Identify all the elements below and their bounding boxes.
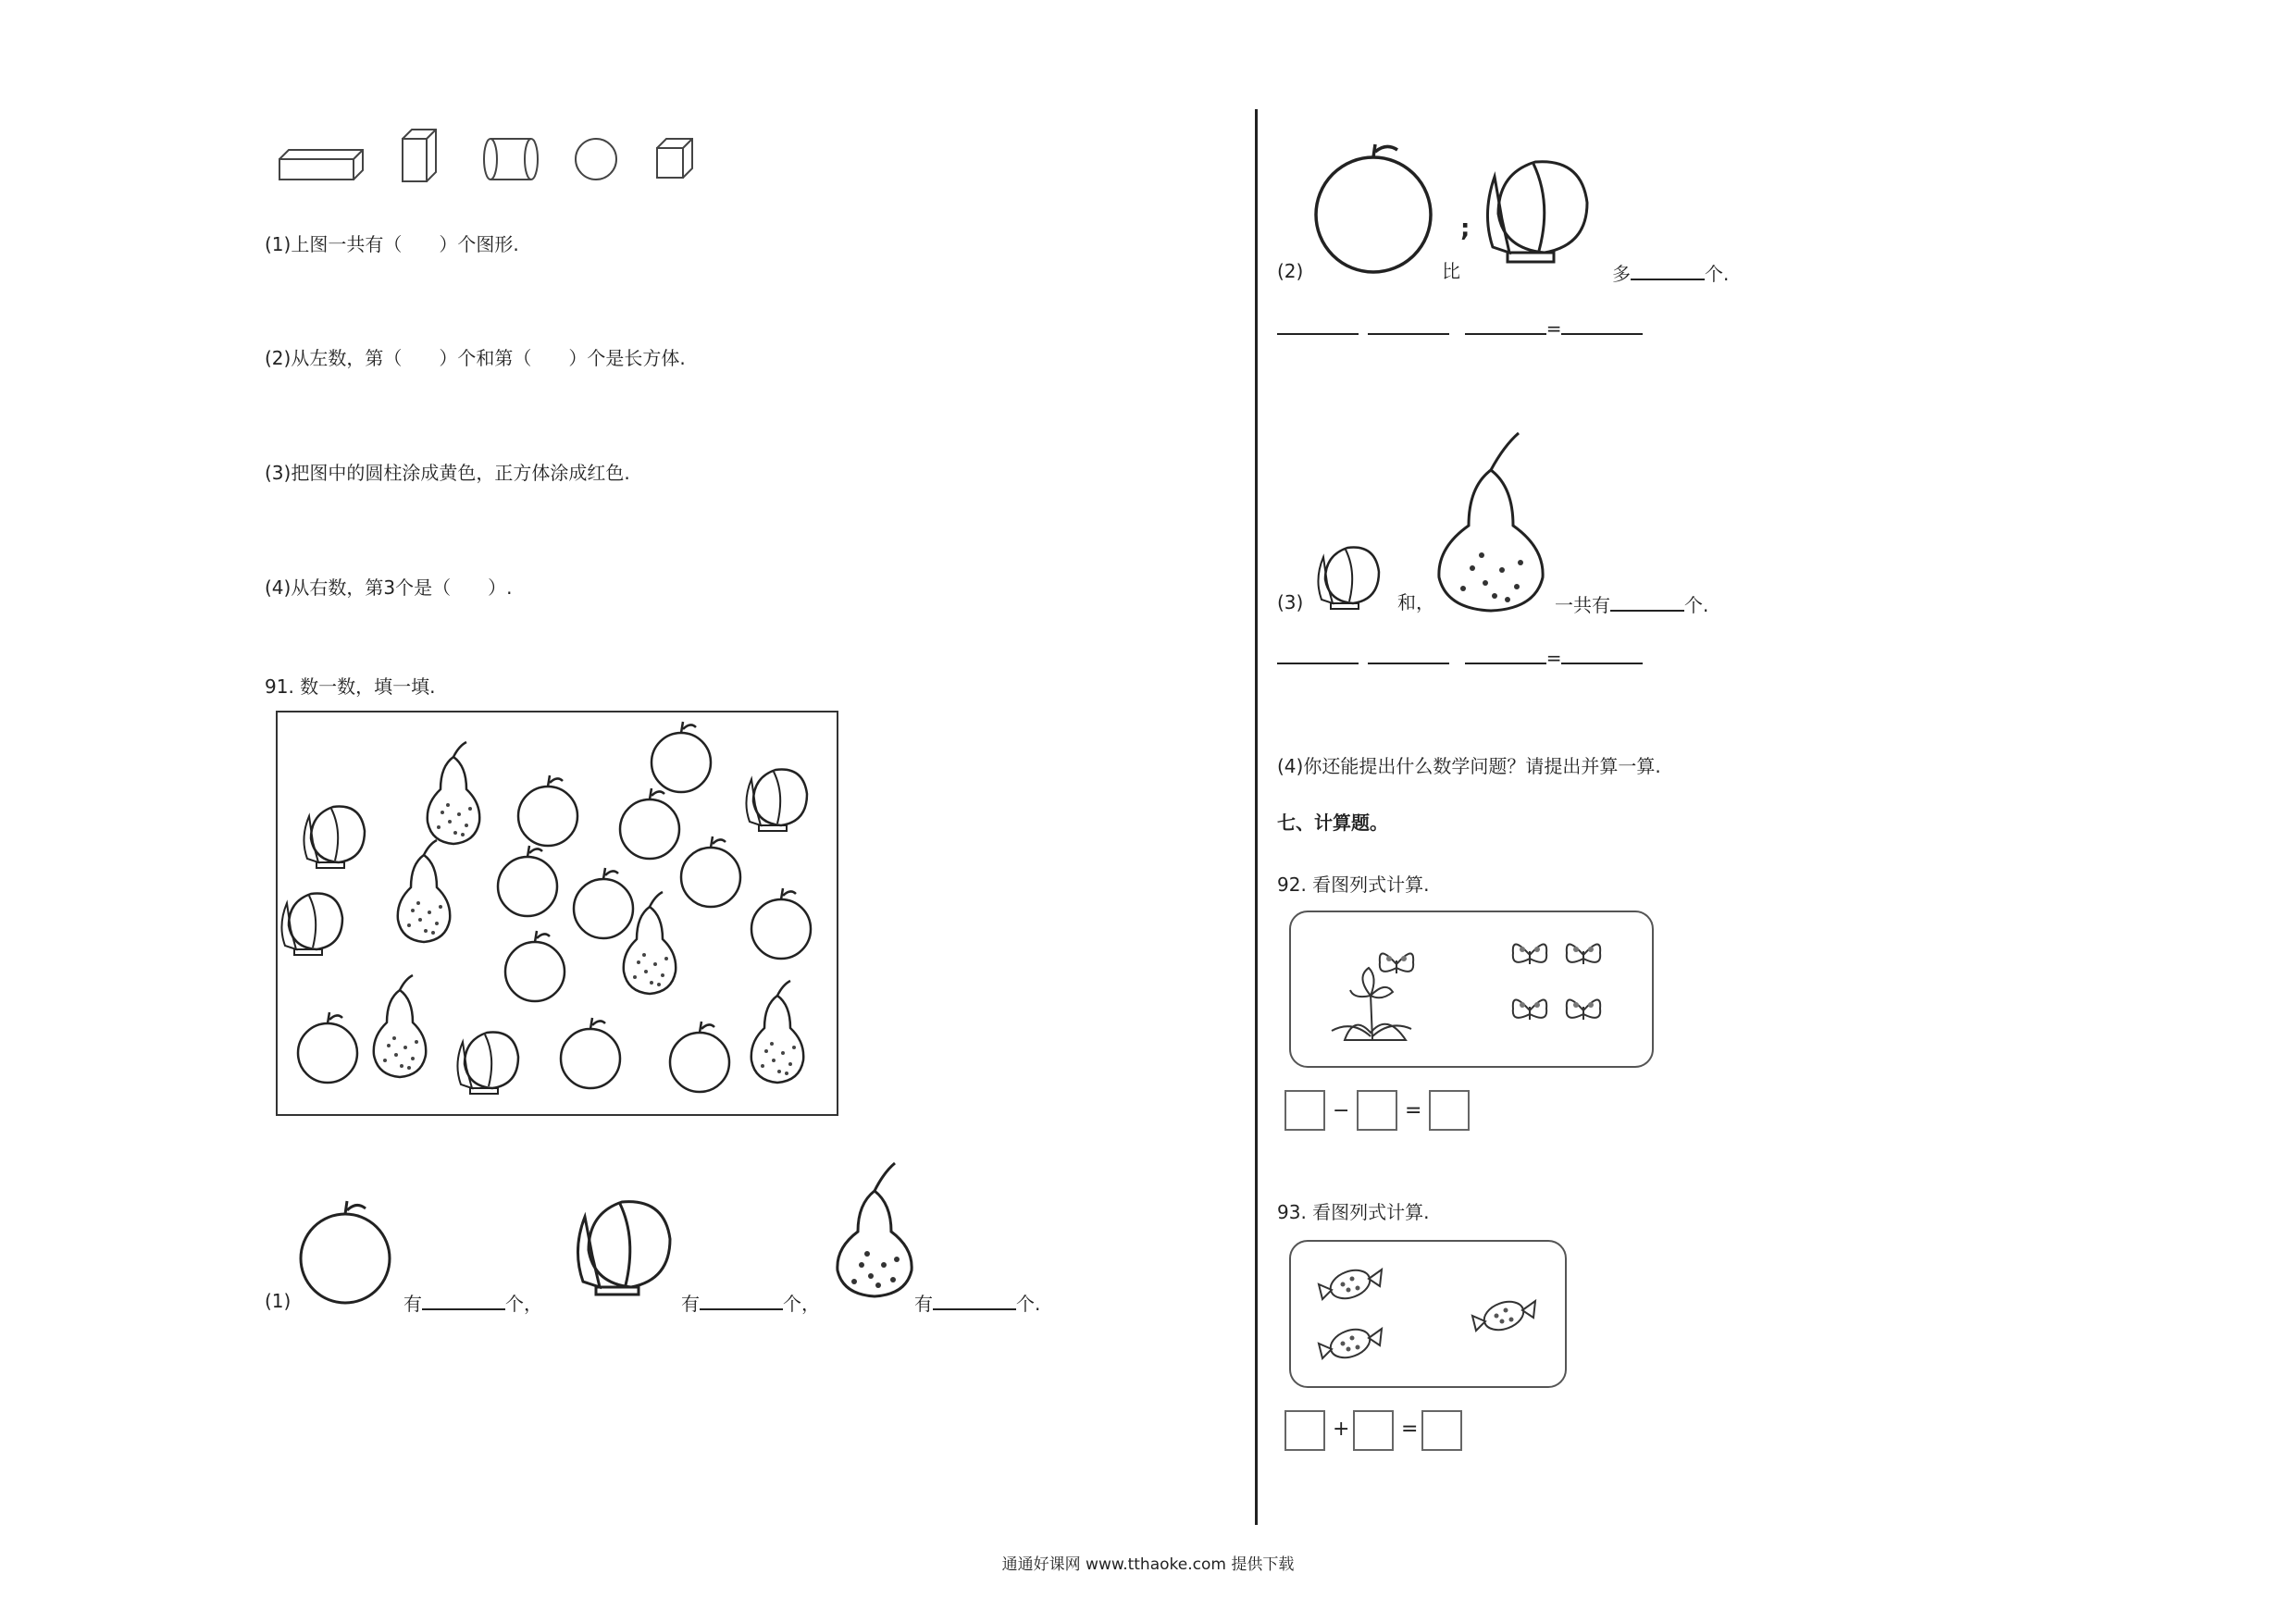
q92-box-1[interactable] bbox=[1285, 1090, 1325, 1131]
q3-eq-blank-1[interactable] bbox=[1277, 646, 1359, 664]
solid-shapes-figure bbox=[278, 120, 703, 194]
q3-peach-icon bbox=[1312, 540, 1390, 611]
pear-count-blank[interactable] bbox=[933, 1292, 1016, 1310]
q2-eq-blank-1[interactable] bbox=[1277, 316, 1359, 335]
count-apple-icon bbox=[294, 1203, 396, 1295]
q3-line: (3) bbox=[1277, 591, 1304, 613]
q4-line: (4)你还能提出什么数学问题？请提出并算一算. bbox=[1277, 755, 1661, 777]
q2-bi: 比 bbox=[1442, 260, 1460, 282]
q2-line: (2) bbox=[1277, 260, 1304, 282]
q2-semicolon: ; bbox=[1460, 215, 1471, 242]
q3-equation: = bbox=[1277, 646, 1643, 667]
count-line-peach: 有 个， bbox=[681, 1293, 820, 1315]
q93-box-2[interactable] bbox=[1353, 1410, 1394, 1451]
apple-count-blank[interactable] bbox=[422, 1292, 505, 1310]
count-peach-icon bbox=[572, 1194, 683, 1295]
q93-equals: = bbox=[1401, 1418, 1419, 1441]
q92-operator: − bbox=[1333, 1099, 1350, 1122]
q2-duo: 多 个. bbox=[1612, 263, 1730, 285]
q93-title: 93. 看图列式计算. bbox=[1277, 1201, 1430, 1223]
count-line-pear: 有 个. bbox=[914, 1293, 1041, 1315]
shape-question-4: (4)从右数，第3个是（ ）. bbox=[265, 576, 513, 599]
q3-eq-result-blank[interactable] bbox=[1561, 646, 1643, 664]
fruit-picture bbox=[276, 711, 838, 1116]
count-line: (1) bbox=[265, 1290, 292, 1312]
q2-peach-icon bbox=[1481, 148, 1601, 268]
section-7-heading: 七、计算题。 bbox=[1277, 812, 1388, 834]
q92-box-3[interactable] bbox=[1429, 1090, 1470, 1131]
q2-apple-icon bbox=[1309, 141, 1438, 270]
sphere-shape bbox=[576, 139, 616, 180]
shape-question-3: (3)把图中的圆柱涂成黄色，正方体涂成红色. bbox=[265, 462, 630, 484]
q92-title: 92. 看图列式计算. bbox=[1277, 873, 1430, 896]
q2-eq-blank-2[interactable] bbox=[1368, 316, 1449, 335]
q93-box-1[interactable] bbox=[1285, 1410, 1325, 1451]
column-divider bbox=[1255, 109, 1258, 1525]
q93-candies bbox=[1289, 1240, 1567, 1388]
cuboid-tall-shape bbox=[403, 130, 436, 181]
q3-eq-blank-2[interactable] bbox=[1368, 646, 1449, 664]
cylinder-shape bbox=[484, 139, 538, 180]
q93-box-3[interactable] bbox=[1421, 1410, 1462, 1451]
q3-answer-blank[interactable] bbox=[1610, 593, 1684, 612]
q3-eq-blank-3[interactable] bbox=[1465, 646, 1546, 664]
q92-flower-butterflies bbox=[1289, 911, 1654, 1068]
cuboid-long-shape bbox=[279, 150, 363, 180]
q93-operator: + bbox=[1333, 1418, 1350, 1441]
q2-answer-blank[interactable] bbox=[1631, 262, 1705, 280]
q91-title: 91. 数一数，填一填. bbox=[265, 675, 436, 698]
count-pear-icon bbox=[824, 1158, 925, 1297]
cube-shape bbox=[657, 139, 692, 178]
peach-count-blank[interactable] bbox=[700, 1292, 783, 1310]
page-footer: 通通好课网 www.tthaoke.com 提供下载 bbox=[1001, 1555, 1295, 1574]
q2-equation: = bbox=[1277, 316, 1643, 338]
q2-eq-result-blank[interactable] bbox=[1561, 316, 1643, 335]
q3-pear-icon bbox=[1431, 427, 1551, 613]
q92-equals: = bbox=[1405, 1099, 1422, 1122]
q3-he: 和， bbox=[1397, 591, 1434, 613]
q2-eq-blank-3[interactable] bbox=[1465, 316, 1546, 335]
shape-question-1: (1)上图一共有（ ）个图形. bbox=[265, 233, 519, 255]
q3-total: 一共有 个. bbox=[1555, 594, 1709, 616]
shape-question-2: (2)从左数，第（ ）个和第（ ）个是长方体. bbox=[265, 347, 686, 369]
q92-box-2[interactable] bbox=[1357, 1090, 1397, 1131]
count-line-apple: 有 个， bbox=[403, 1293, 542, 1315]
